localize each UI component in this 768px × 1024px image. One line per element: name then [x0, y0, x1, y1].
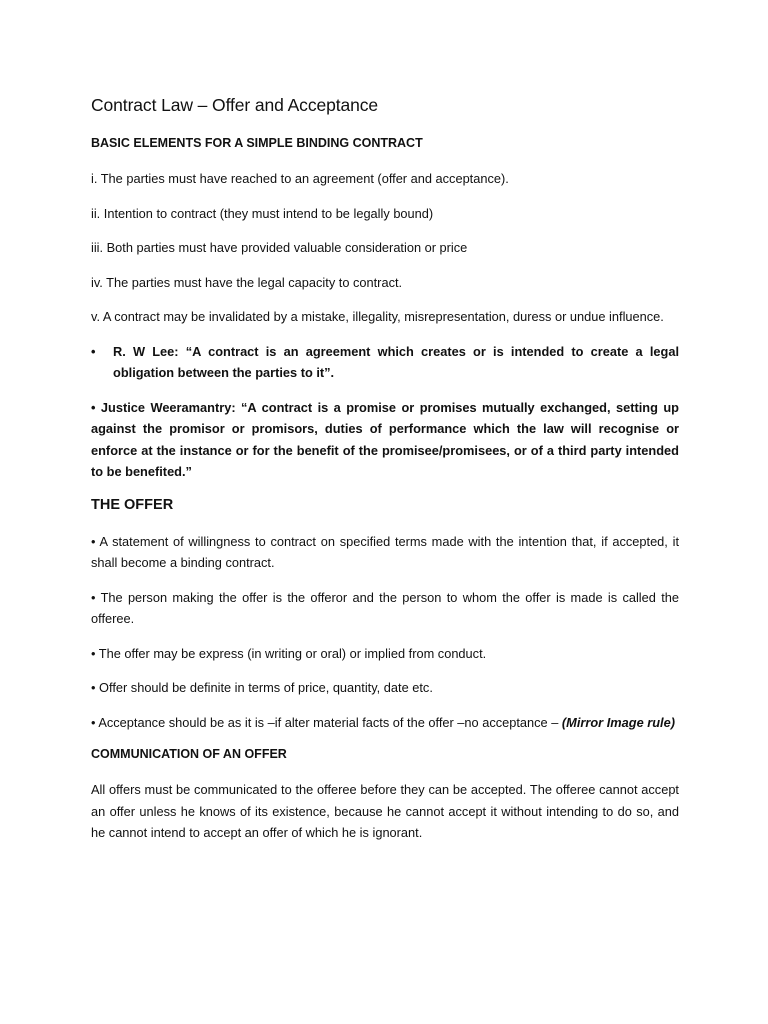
- communication-heading: COMMUNICATION OF AN OFFER: [91, 747, 287, 761]
- offer-acceptance-item: [91, 712, 679, 734]
- basic-element-item: iv. The parties must have the legal capacity to contract.: [91, 274, 403, 290]
- basic-element-item: i. The parties must have reached to an agreement (offer and acceptance).: [91, 171, 509, 186]
- basic-elements-heading: BASIC ELEMENTS FOR A SIMPLE BINDING CONTRACT: [91, 136, 423, 150]
- definition-weeramantry: • Justice Weeramantry: “A contract is a promise or promises mutually exchanged, setting up against the promisor or promisors, duties of performance which the law will recognise or enforce at the instance or for the benefit of the promisee/promisees, or of a third party intended to be benefited.”: [91, 399, 679, 479]
- definition-lee-text: R. W Lee: “A contract is an agreement which creates or is intended to create a legal obligation between the parties to it”.: [113, 343, 679, 380]
- acceptance-text: • Acceptance should be as it is –if alter material facts of the offer –no acceptance –: [91, 714, 562, 730]
- bullet-icon: •: [91, 343, 96, 359]
- mirror-image-rule: (Mirror Image rule): [561, 714, 675, 730]
- communication-paragraph: All offers must be communicated to the offeree before they can be accepted. The offeree cannot accept an offer unless he knows of its existence, because he cannot accept it without intending to do so, and he cannot intend to accept an offer of which he is ignorant.: [91, 782, 679, 840]
- document-content: [91, 94, 679, 857]
- basic-element-item: iii. Both parties must have provided valuable consideration or price: [91, 240, 468, 255]
- document-title: Contract Law – Offer and Acceptance: [91, 95, 379, 115]
- offer-heading: THE OFFER: [91, 496, 174, 513]
- definition-lee: [91, 341, 679, 384]
- offer-item: • A statement of willingness to contract on specified terms made with the intention that, if accepted, it shall become a binding contract.: [91, 533, 679, 570]
- offer-item: • The person making the offer is the offeror and the person to whom the offer is made is called the offeree.: [91, 589, 679, 626]
- basic-element-item: ii. Intention to contract (they must intend to be legally bound): [91, 205, 434, 221]
- offer-item: • The offer may be express (in writing or oral) or implied from conduct.: [91, 645, 487, 661]
- basic-element-item: v. A contract may be invalidated by a mistake, illegality, misrepresentation, duress or undue influence.: [91, 309, 664, 324]
- offer-item: • Offer should be definite in terms of price, quantity, date etc.: [91, 680, 433, 695]
